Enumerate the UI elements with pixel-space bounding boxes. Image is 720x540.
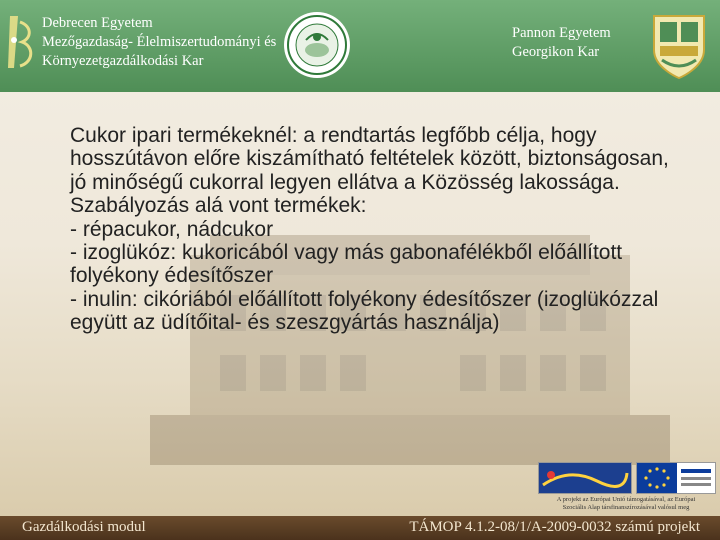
footer-module-name: Gazdálkodási modul — [22, 519, 146, 535]
sugar-goal-text: ipari termékeknél: a rendtartás legfőbb célja, hogy hosszútávon előre kiszámítható feltételek között, biztonságosan, jó minőségű cukorral legyen ellátva a Közösség lakossága. — [70, 124, 669, 194]
paragraph-sugar-goal — [70, 124, 670, 194]
debrecen-line-3: Környezetgazdálkodási Kar — [42, 53, 204, 69]
list-item-inulin: - inulin: cikóriából előállított folyékony édesítőszer (izoglükózzal együtt az üdítőital- és szeszgyártás használja) — [70, 287, 659, 335]
debrecen-university-logo — [4, 12, 38, 72]
list-item-beet-cane-sugar: - répacukor, nádcukor — [70, 217, 274, 241]
faculty-seal-logo — [282, 10, 352, 80]
header-banner — [0, 0, 720, 92]
paragraph-regulated-products: Szabályozás alá vont termékek: — [70, 194, 367, 218]
list-item-isoglucose: - izoglükóz: kukoricából vagy más gabonafélékből előállított folyékony édesítőszer — [70, 241, 623, 288]
pannon-line-2: Georgikon Kar — [512, 44, 600, 60]
debrecen-line-2: Mezőgazdaság- Élelmiszertudományi és — [42, 34, 277, 50]
eu-funding-caption — [536, 496, 716, 512]
pannon-line-1: Pannon Egyetem — [512, 25, 611, 41]
footer-project-id: TÁMOP 4.1.2-08/1/A-2009-0032 számú projekt — [409, 519, 700, 535]
pannon-institution-name — [512, 24, 611, 62]
debrecen-institution-name — [42, 14, 276, 71]
uj-magyarorszag-logo — [538, 462, 632, 494]
keyword-cukor: Cukor — [70, 124, 127, 147]
slide-body-text — [70, 124, 670, 335]
georgikon-crest-logo — [648, 10, 710, 82]
eu-caption-line-2: Szociális Alap társfinanszírozásával valósul meg — [562, 504, 690, 511]
eu-flag-logo — [636, 462, 716, 494]
footer-bar — [0, 516, 720, 540]
eu-caption-line-1: A projekt az Európai Unió támogatásával, az Európai — [556, 496, 696, 503]
debrecen-line-1: Debrecen Egyetem — [42, 15, 153, 31]
eu-funding-block — [536, 460, 716, 520]
